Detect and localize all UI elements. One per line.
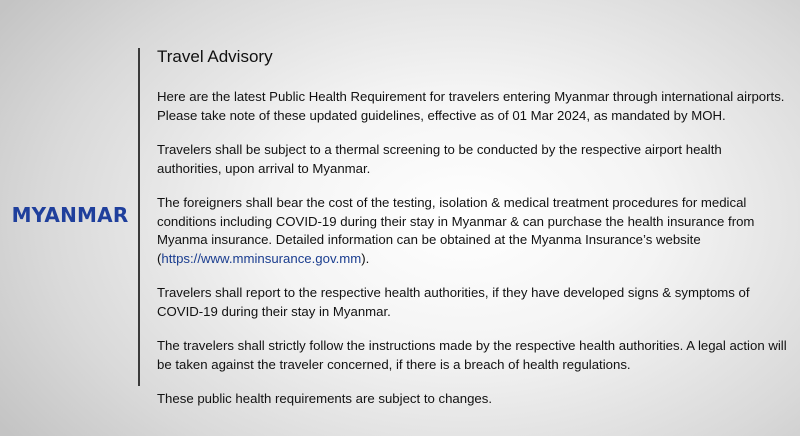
- advisory-content: [157, 46, 787, 425]
- vertical-divider: [138, 48, 140, 386]
- country-name: MYANMAR: [11, 203, 129, 227]
- insurance-website-link[interactable]: https://www.mminsurance.gov.mm: [161, 250, 362, 266]
- advisory-paragraph-2: Travelers shall be subject to a thermal screening to be conducted by the respective airport health authorities, upon arrival to Myanmar.: [157, 142, 722, 176]
- advisory-paragraph-3-end: ).: [361, 250, 370, 266]
- advisory-paragraph-3-text: The foreigners shall bear the cost of the testing, isolation & medical treatment procedures for medical conditions including COVID-19 during their stay in Myanmar & can purchase the health insurance from Myanma insurance. Detailed information can be obtained at the Myanma Insurance’s website (: [157, 195, 755, 266]
- advisory-paragraph-6: These public health requirements are subject to changes.: [157, 391, 493, 406]
- advisory-paragraph-4: Travelers shall report to the respective health authorities, if they have developed signs & symptoms of COVID-19 during their stay in Myanmar.: [157, 285, 750, 319]
- advisory-paragraph-3: [157, 194, 787, 268]
- advisory-paragraph-1: Here are the latest Public Health Requirement for travelers entering Myanmar through international airports. Please take note of these updated guidelines, effective as of 01 Mar 2024, as mandated by MOH.: [157, 89, 785, 123]
- advisory-paragraph-5: The travelers shall strictly follow the instructions made by the respective health authorities. A legal action will be taken against the traveler concerned, if there is a breach of health regulations.: [157, 338, 787, 372]
- advisory-title: Travel Advisory: [157, 47, 273, 66]
